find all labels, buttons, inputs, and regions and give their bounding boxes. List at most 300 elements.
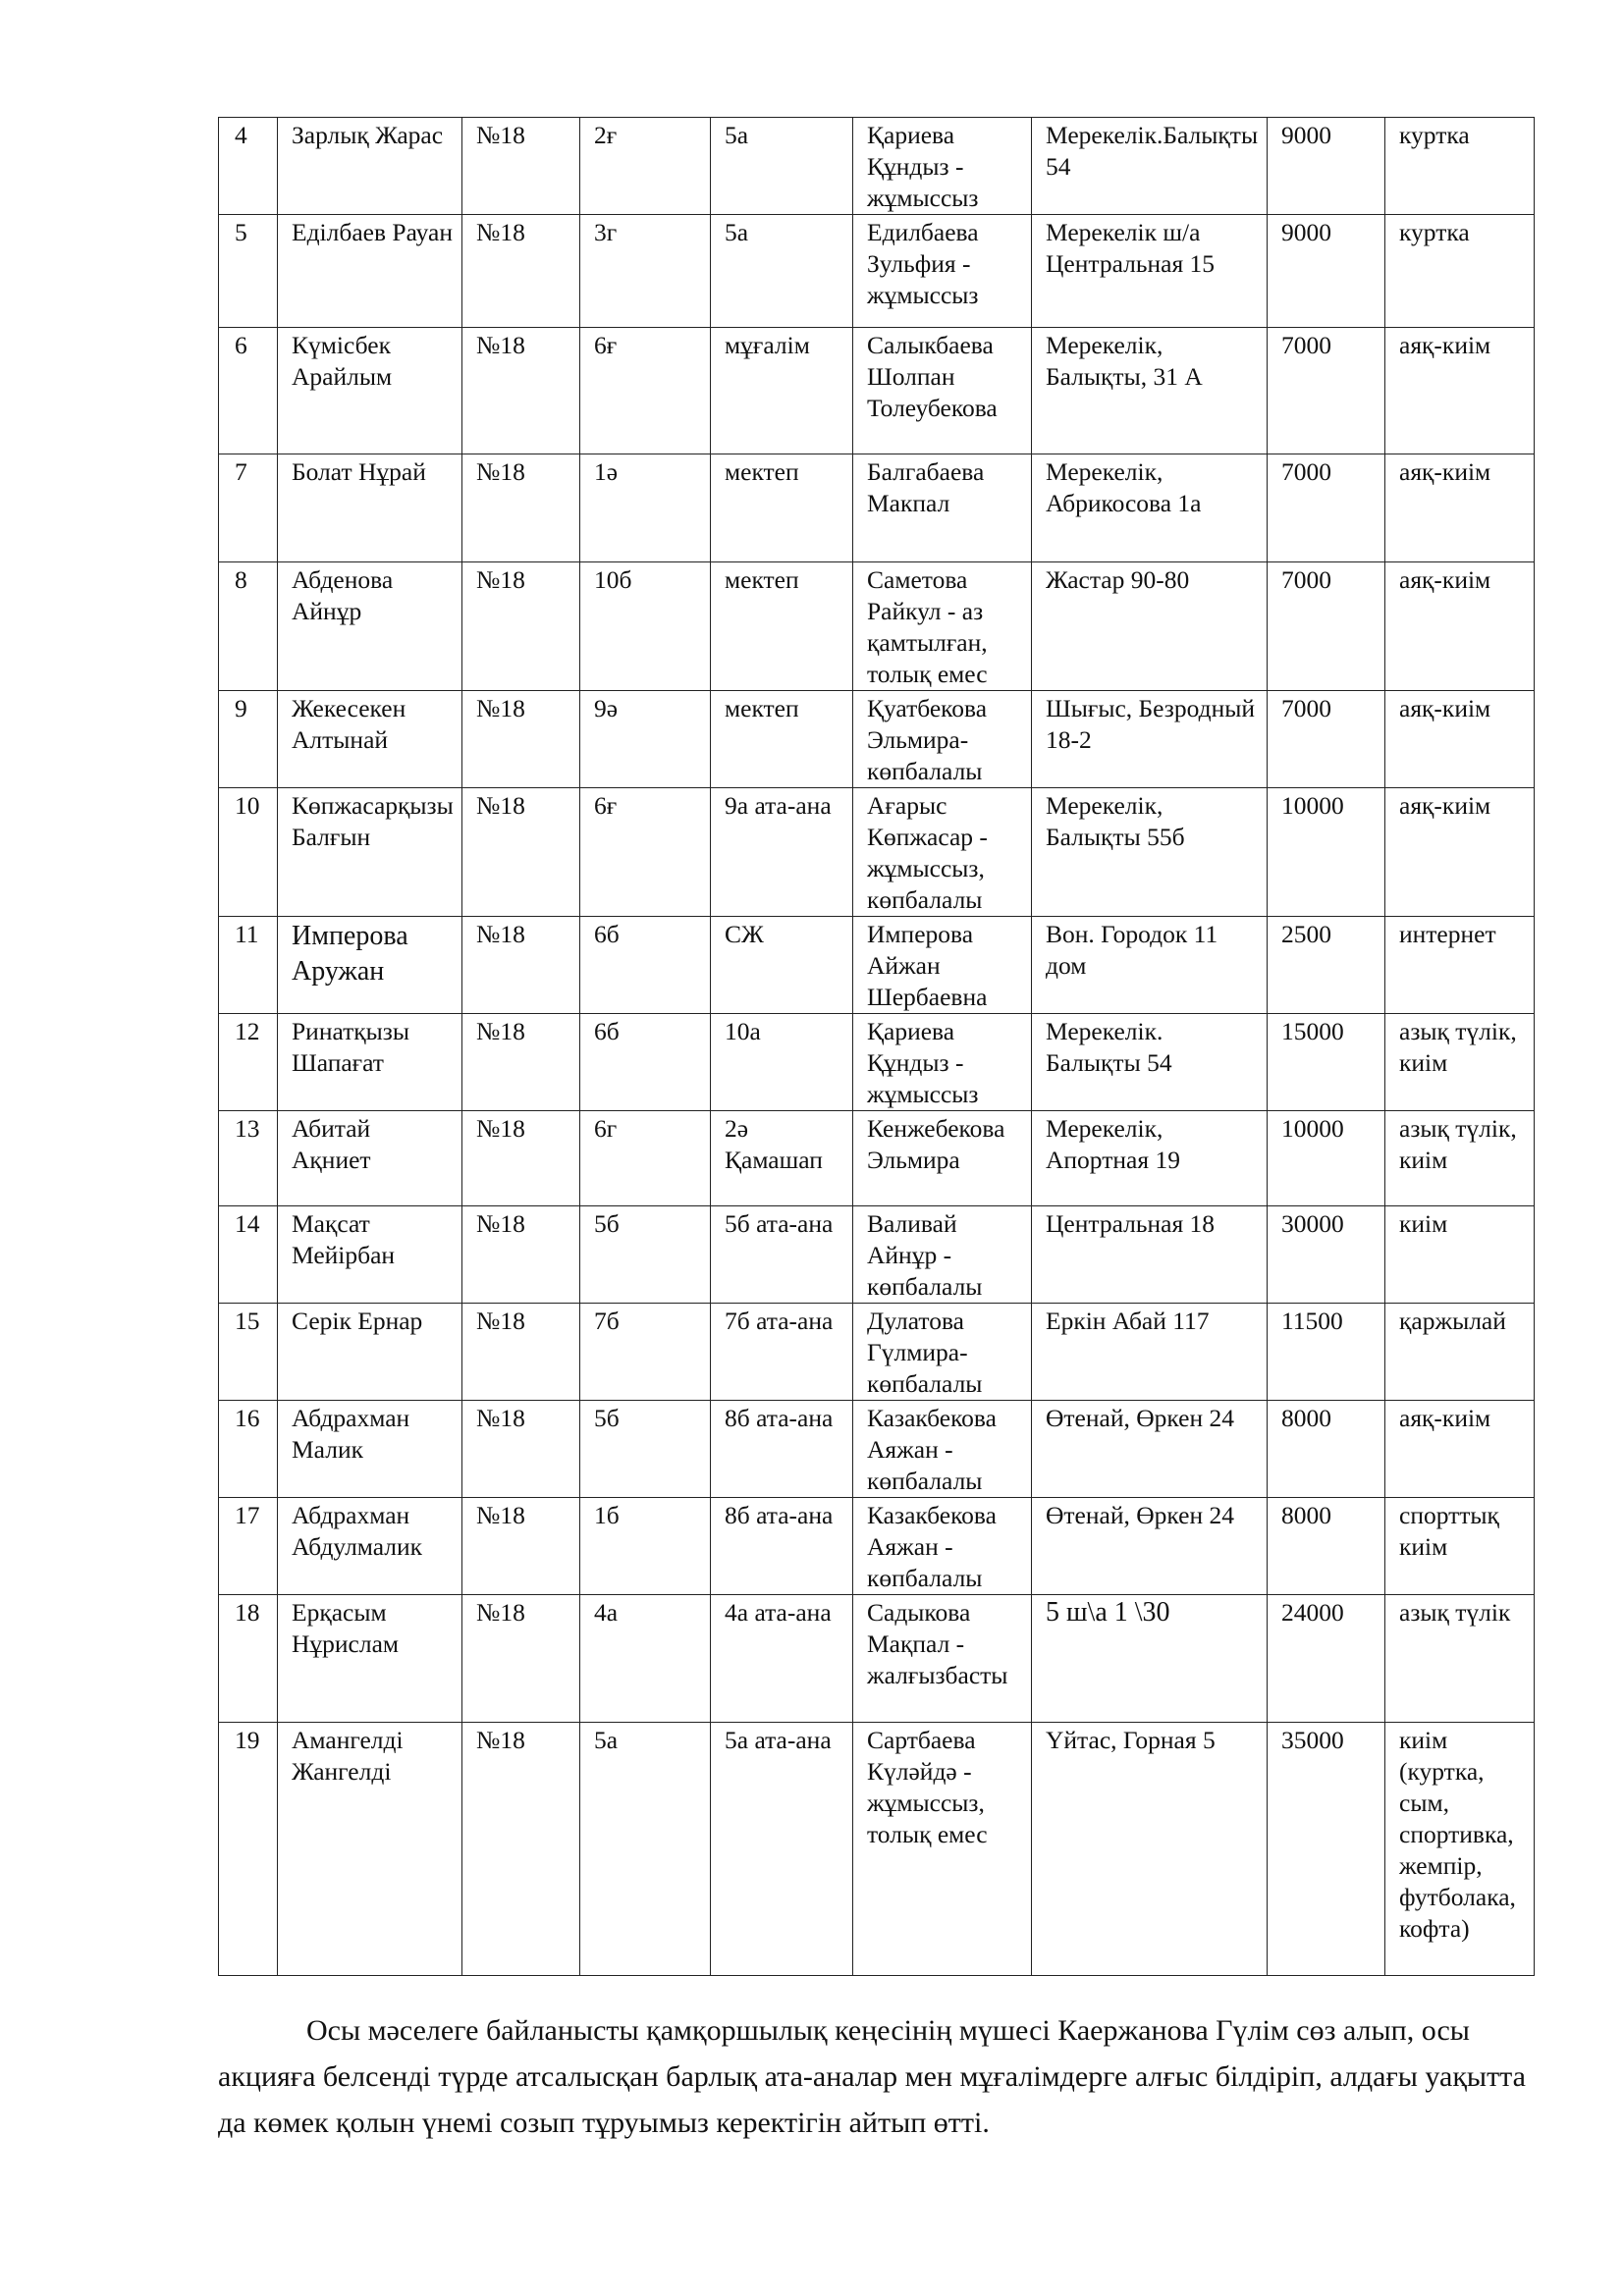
amount-cell: [1268, 1304, 1385, 1401]
row-number-cell: [219, 215, 278, 328]
responsible-class-cell: [711, 788, 853, 917]
student-name-cell: [278, 454, 462, 562]
aid-item-cell: [1385, 328, 1535, 454]
school-number-cell: [462, 1206, 580, 1304]
student-class: 6б: [594, 1017, 620, 1045]
address: Еркін Абай 117: [1046, 1307, 1210, 1335]
address-cell: [1032, 917, 1268, 1014]
parent-info: Қариева Құндыз - жұмыссыз: [867, 121, 979, 212]
responsible-class-cell: [711, 118, 853, 215]
row-number: 19: [235, 1726, 260, 1754]
student-class: 9ә: [594, 694, 619, 722]
address: Мерекелік, Балықты, 31 А: [1046, 331, 1203, 391]
row-number-cell: [219, 1401, 278, 1498]
row-number: 10: [235, 791, 260, 820]
table-row: [219, 1111, 1535, 1206]
student-name-cell: [278, 1595, 462, 1723]
student-name-cell: [278, 691, 462, 788]
aid-item-cell: [1385, 454, 1535, 562]
amount-cell: [1268, 691, 1385, 788]
parent-info: Кенжебекова Эльмира: [867, 1114, 1005, 1174]
aid-item: интернет: [1399, 920, 1496, 948]
student-class-cell: [580, 454, 711, 562]
address-cell: [1032, 1723, 1268, 1976]
row-number-cell: [219, 118, 278, 215]
amount: 2500: [1281, 920, 1331, 948]
address-cell: [1032, 1304, 1268, 1401]
responsible-class-cell: [711, 691, 853, 788]
student-class: 6ғ: [594, 791, 618, 820]
student-class: 7б: [594, 1307, 620, 1335]
responsible-class-cell: [711, 1595, 853, 1723]
address-cell: [1032, 1014, 1268, 1111]
row-number: 11: [235, 920, 259, 948]
amount: 7000: [1281, 565, 1331, 594]
amount: 9000: [1281, 218, 1331, 246]
amount: 8000: [1281, 1404, 1331, 1432]
address: Шығыс, Безродный 18-2: [1046, 694, 1256, 754]
closing-paragraph: [218, 2007, 1539, 2146]
row-number-cell: [219, 1304, 278, 1401]
aid-item-cell: [1385, 1014, 1535, 1111]
address-cell: [1032, 328, 1268, 454]
student-name-cell: [278, 328, 462, 454]
aid-item: аяқ-киім: [1399, 791, 1491, 820]
student-class-cell: [580, 917, 711, 1014]
parent-info-cell: [853, 1723, 1032, 1976]
parent-info: Салыкбаева Шолпан Толеубекова: [867, 331, 998, 422]
parent-info: Қуатбекова Эльмира- көпбалалы: [867, 694, 988, 785]
table-row: [219, 118, 1535, 215]
table-row: [219, 1304, 1535, 1401]
row-number: 13: [235, 1114, 260, 1143]
table-row: [219, 454, 1535, 562]
table-row: [219, 1723, 1535, 1976]
student-name: Абдрахман Абдулмалик: [292, 1501, 423, 1561]
amount: 7000: [1281, 694, 1331, 722]
school-number: №18: [476, 331, 525, 359]
amount-cell: [1268, 118, 1385, 215]
amount-cell: [1268, 454, 1385, 562]
row-number-cell: [219, 1206, 278, 1304]
address: 5 ш\а 1 \30: [1046, 1597, 1170, 1628]
aid-item-cell: [1385, 1723, 1535, 1976]
amount: 7000: [1281, 331, 1331, 359]
parent-info-cell: [853, 118, 1032, 215]
student-name-cell: [278, 788, 462, 917]
student-name: Жекесекен Алтынай: [292, 694, 406, 754]
student-class-cell: [580, 1595, 711, 1723]
aid-item: азық түлік, киім: [1399, 1017, 1517, 1077]
school-number: №18: [476, 1307, 525, 1335]
school-number: №18: [476, 1017, 525, 1045]
table-row: [219, 328, 1535, 454]
student-class: 5б: [594, 1209, 620, 1238]
row-number-cell: [219, 1498, 278, 1595]
amount-cell: [1268, 328, 1385, 454]
student-class-cell: [580, 562, 711, 691]
school-number-cell: [462, 215, 580, 328]
row-number: 17: [235, 1501, 260, 1529]
school-number-cell: [462, 1304, 580, 1401]
row-number-cell: [219, 1014, 278, 1111]
responsible-class: мектеп: [725, 457, 799, 486]
school-number-cell: [462, 1595, 580, 1723]
student-class: 4а: [594, 1598, 619, 1627]
student-name: Зарлық Жарас: [292, 121, 444, 149]
address-cell: [1032, 691, 1268, 788]
student-class: 1ә: [594, 457, 619, 486]
student-class: 10б: [594, 565, 632, 594]
row-number: 5: [235, 218, 247, 246]
row-number-cell: [219, 691, 278, 788]
school-number-cell: [462, 1723, 580, 1976]
row-number-cell: [219, 1723, 278, 1976]
student-class-cell: [580, 328, 711, 454]
responsible-class: СЖ: [725, 920, 764, 948]
aid-item: аяқ-киім: [1399, 565, 1491, 594]
address: Мерекелік.Балықты 54: [1046, 121, 1259, 181]
school-number-cell: [462, 788, 580, 917]
parent-info-cell: [853, 1206, 1032, 1304]
responsible-class: мектеп: [725, 565, 799, 594]
aid-item-cell: [1385, 1401, 1535, 1498]
table-row: [219, 215, 1535, 328]
student-name: Амангелді Жангелді: [292, 1726, 404, 1786]
row-number: 6: [235, 331, 247, 359]
row-number: 7: [235, 457, 247, 486]
parent-info-cell: [853, 562, 1032, 691]
student-class-cell: [580, 215, 711, 328]
parent-info: Казакбекова Аяжан - көпбалалы: [867, 1404, 997, 1495]
row-number-cell: [219, 328, 278, 454]
address-cell: [1032, 788, 1268, 917]
aid-item: спорттық киім: [1399, 1501, 1499, 1561]
student-name: Имперова Аружан: [292, 921, 408, 987]
row-number: 12: [235, 1017, 260, 1045]
address-cell: [1032, 1401, 1268, 1498]
responsible-class: 5а ата-ана: [725, 1726, 832, 1754]
student-name-cell: [278, 118, 462, 215]
student-name: Ринатқызы Шапағат: [292, 1017, 410, 1077]
student-class-cell: [580, 1498, 711, 1595]
student-class-cell: [580, 1206, 711, 1304]
student-class-cell: [580, 788, 711, 917]
school-number: №18: [476, 565, 525, 594]
row-number-cell: [219, 454, 278, 562]
school-number-cell: [462, 917, 580, 1014]
school-number-cell: [462, 454, 580, 562]
student-name-cell: [278, 917, 462, 1014]
student-class: 5а: [594, 1726, 619, 1754]
row-number: 9: [235, 694, 247, 722]
aid-item-cell: [1385, 118, 1535, 215]
amount-cell: [1268, 1111, 1385, 1206]
aid-recipients-table: [218, 117, 1535, 1976]
row-number: 18: [235, 1598, 260, 1627]
parent-info-cell: [853, 917, 1032, 1014]
table-row: [219, 1206, 1535, 1304]
amount: 10000: [1281, 791, 1344, 820]
address: Мерекелік, Абрикосова 1а: [1046, 457, 1202, 517]
parent-info-cell: [853, 1401, 1032, 1498]
school-number: №18: [476, 1598, 525, 1627]
address-cell: [1032, 454, 1268, 562]
student-class-cell: [580, 691, 711, 788]
responsible-class: 8б ата-ана: [725, 1501, 834, 1529]
amount-cell: [1268, 788, 1385, 917]
student-class: 6г: [594, 1114, 618, 1143]
school-number: №18: [476, 694, 525, 722]
table-row: [219, 917, 1535, 1014]
amount-cell: [1268, 215, 1385, 328]
parent-info-cell: [853, 1111, 1032, 1206]
table-row: [219, 1014, 1535, 1111]
row-number: 14: [235, 1209, 260, 1238]
student-class-cell: [580, 1111, 711, 1206]
address: Вон. Городок 11 дом: [1046, 920, 1218, 980]
student-class: 2ғ: [594, 121, 618, 149]
row-number: 4: [235, 121, 247, 149]
amount-cell: [1268, 1723, 1385, 1976]
school-number-cell: [462, 691, 580, 788]
student-name-cell: [278, 1111, 462, 1206]
address: Центральная 18: [1046, 1209, 1216, 1238]
table-row: [219, 1401, 1535, 1498]
address: Үйтас, Горная 5: [1046, 1726, 1216, 1754]
responsible-class: 8б ата-ана: [725, 1404, 834, 1432]
student-name-cell: [278, 1014, 462, 1111]
amount: 8000: [1281, 1501, 1331, 1529]
responsible-class-cell: [711, 917, 853, 1014]
parent-info-cell: [853, 788, 1032, 917]
student-name: Көпжасарқызы Балғын: [292, 791, 454, 851]
amount: 10000: [1281, 1114, 1344, 1143]
parent-info: Казакбекова Аяжан - көпбалалы: [867, 1501, 997, 1592]
parent-info: Дулатова Гүлмира- көпбалалы: [867, 1307, 983, 1398]
aid-item-cell: [1385, 1206, 1535, 1304]
student-name-cell: [278, 1723, 462, 1976]
responsible-class-cell: [711, 1014, 853, 1111]
student-class-cell: [580, 1304, 711, 1401]
parent-info-cell: [853, 215, 1032, 328]
school-number-cell: [462, 328, 580, 454]
address-cell: [1032, 562, 1268, 691]
aid-item: қаржылай: [1399, 1307, 1506, 1335]
address: Өтенай, Өркен 24: [1046, 1404, 1234, 1432]
address: Мерекелік ш/а Центральная 15: [1046, 218, 1216, 278]
parent-info-cell: [853, 1304, 1032, 1401]
row-number-cell: [219, 1595, 278, 1723]
school-number: №18: [476, 920, 525, 948]
responsible-class-cell: [711, 1723, 853, 1976]
address-cell: [1032, 215, 1268, 328]
address: Мерекелік, Апортная 19: [1046, 1114, 1180, 1174]
student-class: 5б: [594, 1404, 620, 1432]
student-name-cell: [278, 1206, 462, 1304]
row-number: 16: [235, 1404, 260, 1432]
student-name: Болат Нұрай: [292, 457, 426, 486]
school-number-cell: [462, 1014, 580, 1111]
parent-info-cell: [853, 691, 1032, 788]
student-name-cell: [278, 1304, 462, 1401]
responsible-class-cell: [711, 562, 853, 691]
responsible-class-cell: [711, 1304, 853, 1401]
student-class: 1б: [594, 1501, 620, 1529]
address-cell: [1032, 118, 1268, 215]
student-name: Еділбаев Рауан: [292, 218, 453, 246]
responsible-class-cell: [711, 1206, 853, 1304]
row-number-cell: [219, 1111, 278, 1206]
student-name: Күмісбек Арайлым: [292, 331, 393, 391]
school-number: №18: [476, 457, 525, 486]
aid-item: аяқ-киім: [1399, 331, 1491, 359]
responsible-class-cell: [711, 1401, 853, 1498]
student-name: Ерқасым Нұрислам: [292, 1598, 400, 1658]
address: Жастар 90-80: [1046, 565, 1190, 594]
table-row: [219, 691, 1535, 788]
table-row: [219, 1595, 1535, 1723]
parent-info-cell: [853, 1498, 1032, 1595]
school-number-cell: [462, 1401, 580, 1498]
student-name-cell: [278, 215, 462, 328]
school-number: №18: [476, 1114, 525, 1143]
responsible-class-cell: [711, 1498, 853, 1595]
student-name: Абдрахман Малик: [292, 1404, 410, 1464]
aid-item-cell: [1385, 1498, 1535, 1595]
school-number: №18: [476, 1501, 525, 1529]
table-row: [219, 1498, 1535, 1595]
parent-info-cell: [853, 328, 1032, 454]
amount: 24000: [1281, 1598, 1344, 1627]
responsible-class: 5а: [725, 218, 749, 246]
amount-cell: [1268, 1401, 1385, 1498]
responsible-class: мектеп: [725, 694, 799, 722]
responsible-class-cell: [711, 215, 853, 328]
student-name: Абденова Айнұр: [292, 565, 394, 625]
parent-info: Едилбаева Зульфия - жұмыссыз: [867, 218, 979, 309]
row-number-cell: [219, 562, 278, 691]
school-number-cell: [462, 1498, 580, 1595]
responsible-class-cell: [711, 1111, 853, 1206]
student-name-cell: [278, 562, 462, 691]
amount-cell: [1268, 1014, 1385, 1111]
parent-info: Валивай Айнұр - көпбалалы: [867, 1209, 983, 1301]
aid-item-cell: [1385, 562, 1535, 691]
table-row: [219, 788, 1535, 917]
student-name-cell: [278, 1498, 462, 1595]
amount-cell: [1268, 917, 1385, 1014]
address-cell: [1032, 1498, 1268, 1595]
parent-info-cell: [853, 1014, 1032, 1111]
responsible-class: 7б ата-ана: [725, 1307, 834, 1335]
student-name: Абитай Ақниет: [292, 1114, 371, 1174]
student-class: 6б: [594, 920, 620, 948]
aid-item: аяқ-киім: [1399, 457, 1491, 486]
aid-item-cell: [1385, 1304, 1535, 1401]
responsible-class-cell: [711, 328, 853, 454]
student-class-cell: [580, 1401, 711, 1498]
amount-cell: [1268, 1206, 1385, 1304]
aid-item: азық түлік: [1399, 1598, 1511, 1627]
aid-item-cell: [1385, 917, 1535, 1014]
school-number-cell: [462, 1111, 580, 1206]
parent-info-cell: [853, 1595, 1032, 1723]
parent-info-cell: [853, 454, 1032, 562]
address: Мерекелік. Балықты 54: [1046, 1017, 1172, 1077]
amount: 35000: [1281, 1726, 1344, 1754]
student-class-cell: [580, 1014, 711, 1111]
school-number-cell: [462, 562, 580, 691]
responsible-class: 9а ата-ана: [725, 791, 832, 820]
aid-item-cell: [1385, 788, 1535, 917]
aid-item: аяқ-киім: [1399, 1404, 1491, 1432]
aid-item-cell: [1385, 215, 1535, 328]
student-class-cell: [580, 1723, 711, 1976]
amount-cell: [1268, 1595, 1385, 1723]
responsible-class: 5б ата-ана: [725, 1209, 834, 1238]
aid-item: аяқ-киім: [1399, 694, 1491, 722]
aid-item-cell: [1385, 691, 1535, 788]
student-class: 3г: [594, 218, 618, 246]
student-class: 6ғ: [594, 331, 618, 359]
parent-info: Қариева Құндыз - жұмыссыз: [867, 1017, 979, 1108]
aid-item: азық түлік, киім: [1399, 1114, 1517, 1174]
aid-item: куртка: [1399, 121, 1470, 149]
responsible-class: 10а: [725, 1017, 761, 1045]
school-number-cell: [462, 118, 580, 215]
closing-paragraph-text: Осы мәселеге байланысты қамқоршылық кеңесінің мүшесі Каержанова Гүлім сөз алып, осы акцияға белсенді түрде атсалысқан барлық ата-аналар мен мұғалімдерге алғыс білдіріп, алдағы уақытта да көмек қолын үнемі созып тұруымыз керектігін айтып өтті.: [218, 2014, 1526, 2139]
parent-info: Ағарыс Көпжасар - жұмыссыз, көпбалалы: [867, 791, 988, 914]
amount: 9000: [1281, 121, 1331, 149]
parent-info: Саметова Райкул - аз қамтылған, толық емес: [867, 565, 988, 688]
parent-info: Садыкова Мақпал - жалғызбасты: [867, 1598, 1008, 1689]
student-name-cell: [278, 1401, 462, 1498]
parent-info: Сартбаева Күләйдә - жұмыссыз, толық емес: [867, 1726, 988, 1848]
row-number: 15: [235, 1307, 260, 1335]
amount: 11500: [1281, 1307, 1343, 1335]
responsible-class: 4а ата-ана: [725, 1598, 832, 1627]
school-number: №18: [476, 791, 525, 820]
student-name: Мақсат Мейірбан: [292, 1209, 396, 1269]
row-number: 8: [235, 565, 247, 594]
school-number: №18: [476, 218, 525, 246]
parent-info: Балгабаева Макпал: [867, 457, 985, 517]
row-number-cell: [219, 917, 278, 1014]
address-cell: [1032, 1206, 1268, 1304]
amount: 7000: [1281, 457, 1331, 486]
amount: 15000: [1281, 1017, 1344, 1045]
amount: 30000: [1281, 1209, 1344, 1238]
address-cell: [1032, 1111, 1268, 1206]
amount-cell: [1268, 562, 1385, 691]
responsible-class: 5а: [725, 121, 749, 149]
responsible-class: 2ә Қамашап: [725, 1114, 823, 1174]
school-number: №18: [476, 121, 525, 149]
aid-item: киім: [1399, 1209, 1448, 1238]
student-name: Серік Ернар: [292, 1307, 423, 1335]
amount-cell: [1268, 1498, 1385, 1595]
row-number-cell: [219, 788, 278, 917]
school-number: №18: [476, 1209, 525, 1238]
address-cell: [1032, 1595, 1268, 1723]
school-number: №18: [476, 1726, 525, 1754]
table-body: [219, 118, 1535, 1976]
address: Мерекелік, Балықты 55б: [1046, 791, 1185, 851]
address: Өтенай, Өркен 24: [1046, 1501, 1234, 1529]
responsible-class-cell: [711, 454, 853, 562]
responsible-class: мұғалім: [725, 331, 810, 359]
